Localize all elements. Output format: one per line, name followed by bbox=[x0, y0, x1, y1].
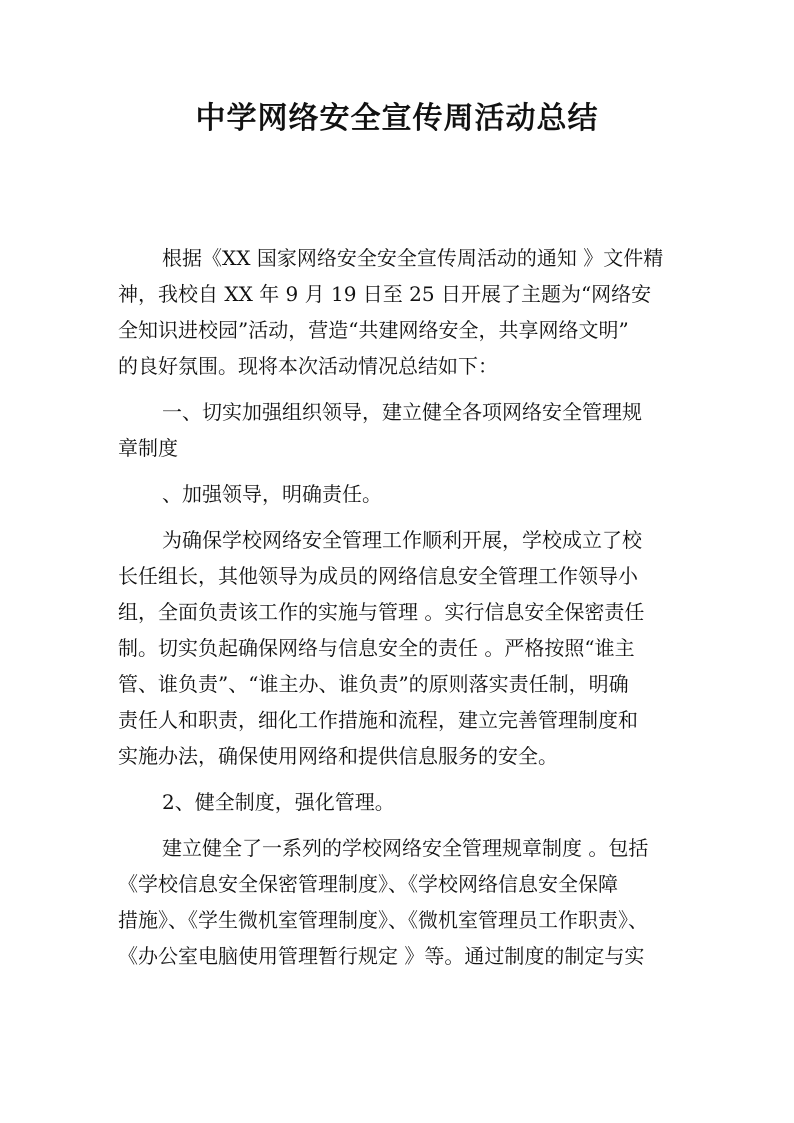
text-line: 长任组长，其他领导为成员的网络信息安全管理工作领导小 bbox=[118, 564, 638, 588]
text-line: 、加强领导，明确责任。 bbox=[162, 482, 382, 506]
text-line: 2、健全制度，强化管理。 bbox=[162, 790, 395, 814]
text-line: 《学校信息安全保密管理制度》、《学校网络信息安全保障 bbox=[118, 872, 618, 896]
text-line: 措施》、《学生微机室管理制度》、《微机室管理员工作职责》、 bbox=[118, 908, 648, 932]
document-title: 中学网络安全宣传周活动总结 bbox=[195, 101, 599, 136]
document-body bbox=[118, 240, 678, 974]
text-line: 一、切实加强组织领导，建立健全各项网络安全管理规 bbox=[162, 400, 642, 424]
text-line: 组，全面负责该工作的实施与管理 。实行信息安全保密责任 bbox=[118, 600, 645, 624]
text-line: 责任人和职责，细化工作措施和流程，建立完善管理制度和 bbox=[118, 708, 638, 732]
text-line: 章制度 bbox=[118, 436, 178, 460]
text-line: 根据《XX 国家网络安全安全宣传周活动的通知 》文件精 bbox=[162, 246, 664, 270]
text-line: 制。切实负起确保网络与信息安全的责任 。严格按照“谁主 bbox=[118, 636, 635, 660]
text-line: 的良好氛围。现将本次活动情况总结如下： bbox=[118, 354, 498, 378]
text-line: 实施办法，确保使用网络和提供信息服务的安全。 bbox=[118, 744, 558, 768]
text-line: 《办公室电脑使用管理暂行规定 》等。通过制度的制定与实 bbox=[118, 944, 645, 968]
text-line: 为确保学校网络安全管理工作顺利开展，学校成立了校 bbox=[162, 528, 642, 552]
text-line: 全知识进校园”活动，营造“共建网络安全，共享网络文明” bbox=[118, 318, 629, 342]
text-line: 神，我校自 XX 年 9 月 19 日至 25 日开展了主题为“网络安 bbox=[118, 282, 652, 306]
text-line: 建立健全了一系列的学校网络安全管理规章制度 。包括 bbox=[162, 836, 649, 860]
text-line: 管、谁负责”、“谁主办、谁负责”的原则落实责任制，明确 bbox=[118, 672, 629, 696]
